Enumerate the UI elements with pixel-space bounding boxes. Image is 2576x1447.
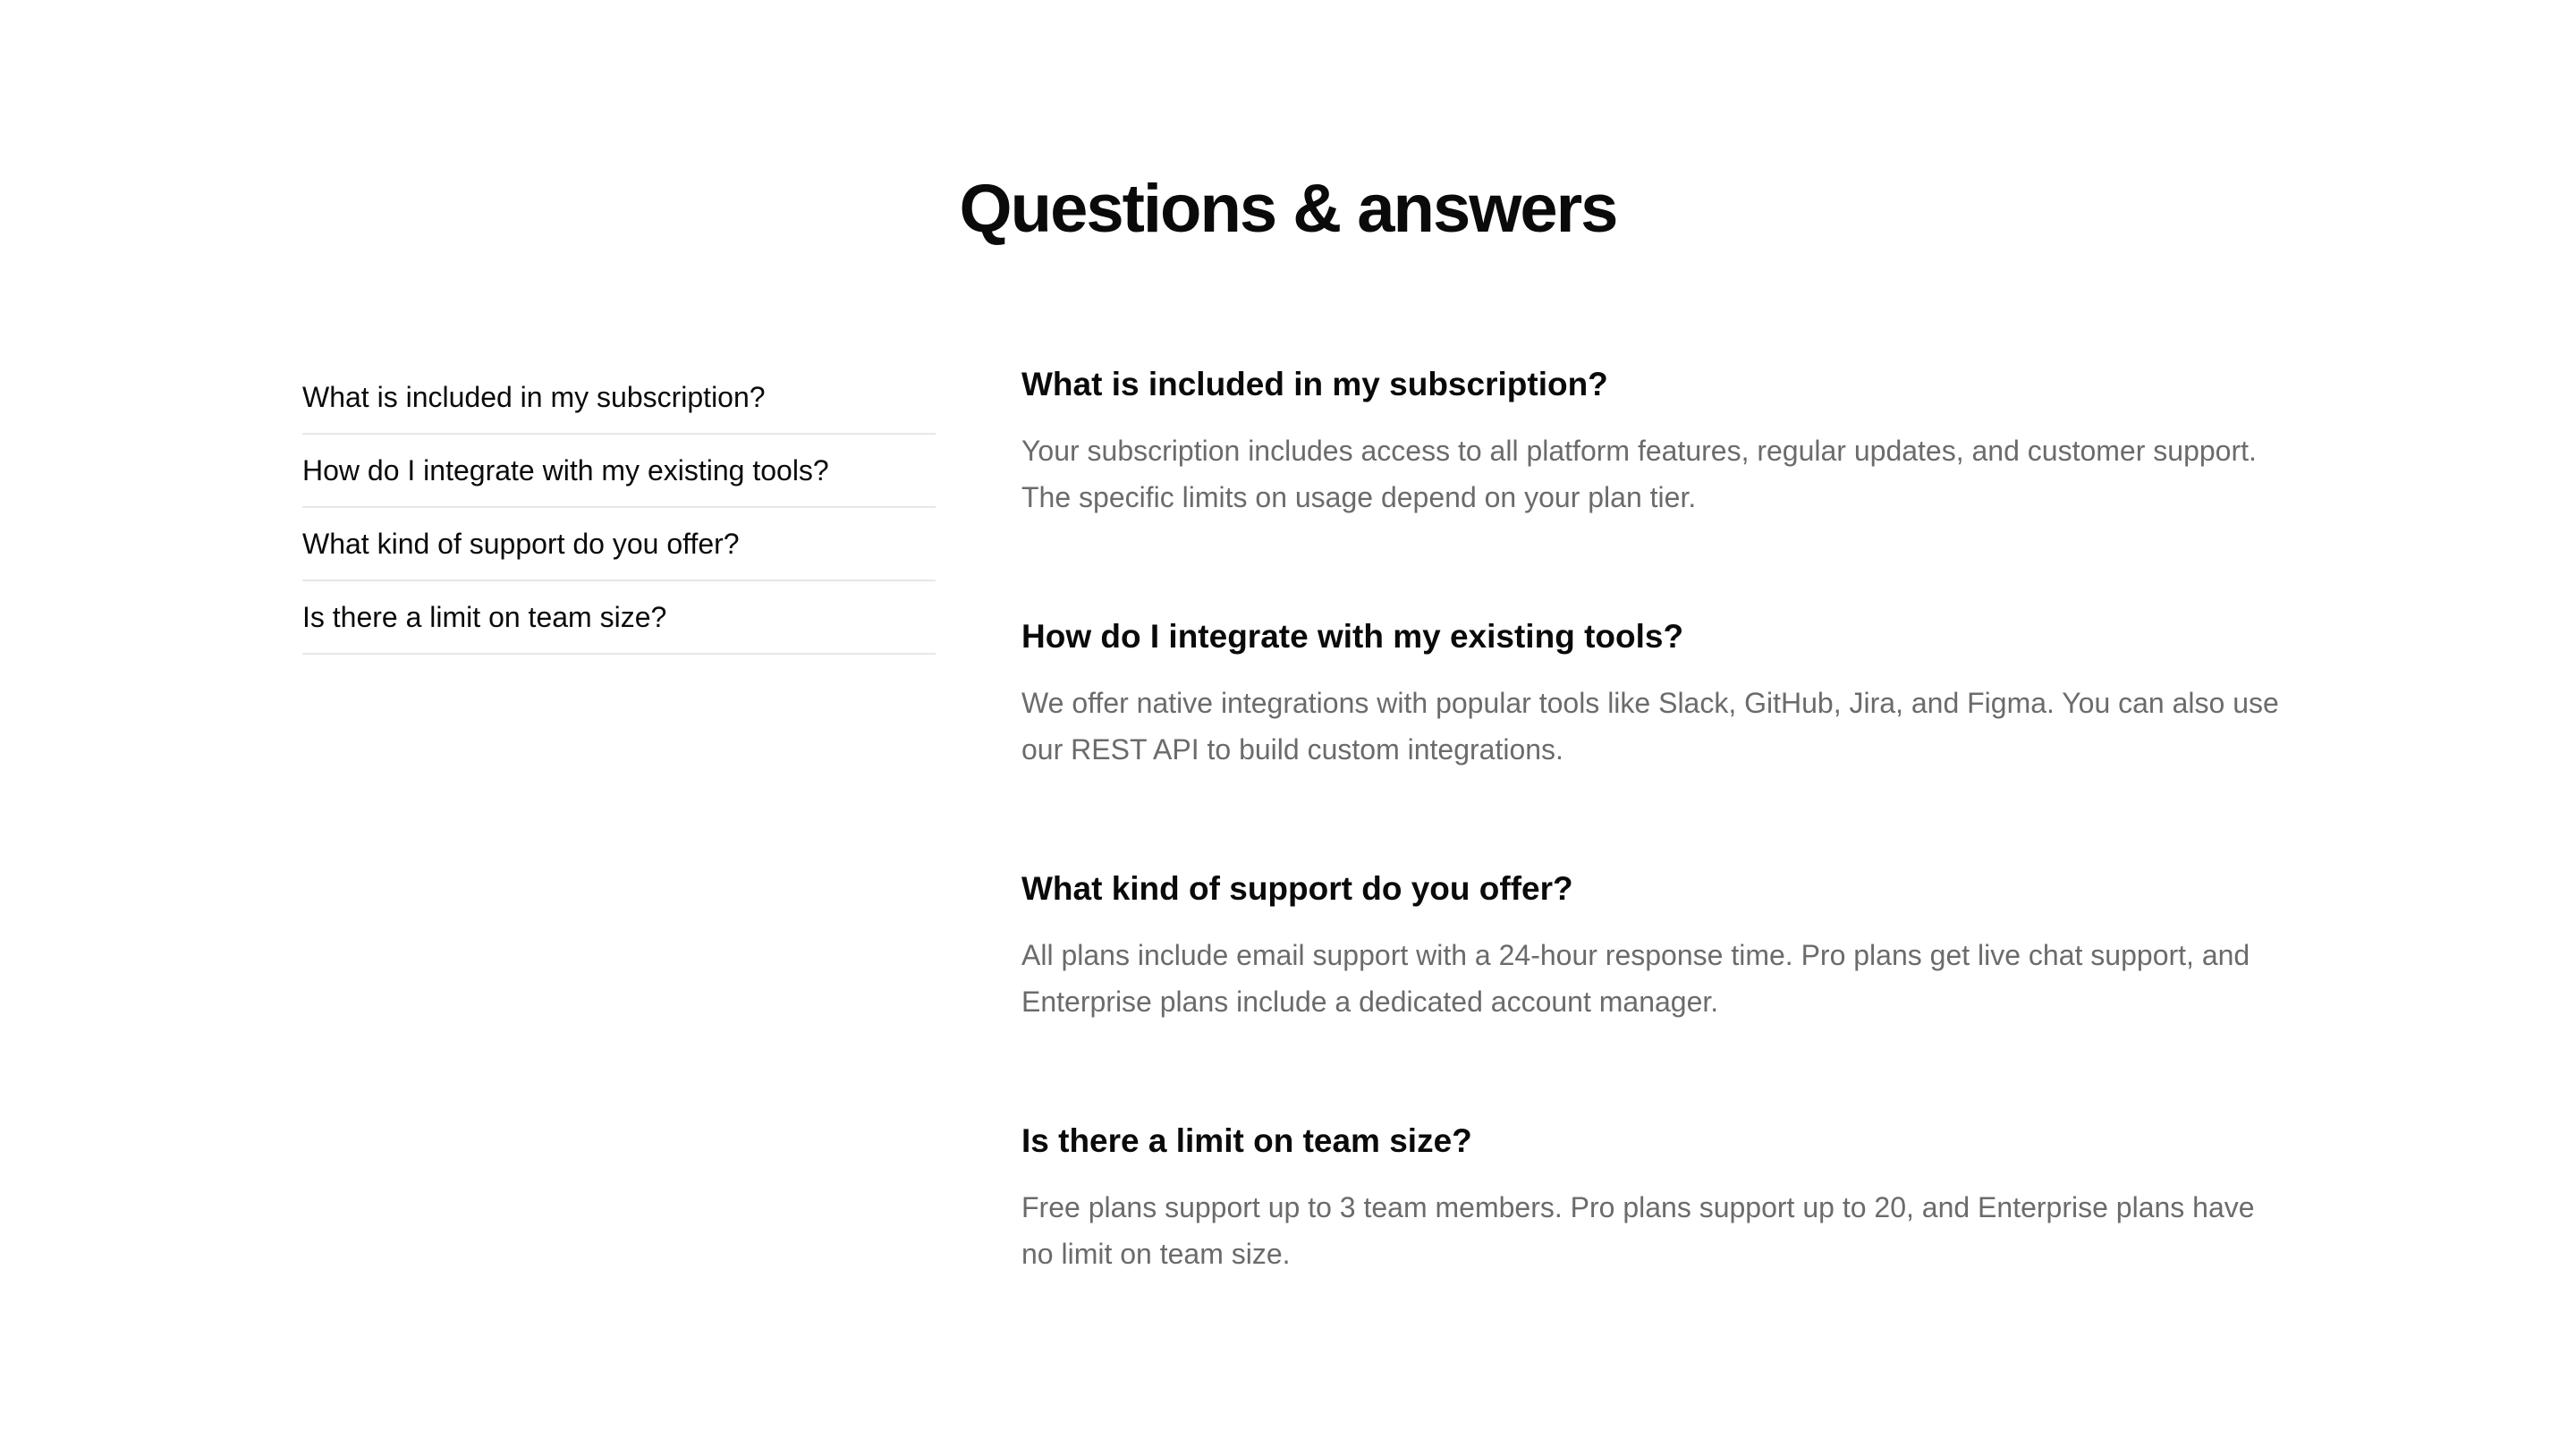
toc-item-team-size[interactable]: Is there a limit on team size? <box>302 581 936 655</box>
faq-question: What is included in my subscription? <box>1021 366 1608 402</box>
faq-item-subscription <box>1021 358 2292 610</box>
faq-answer: Free plans support up to 3 team members. Pro plans support up to 20, and Enterprise plans have no limit on team size. <box>1021 1191 2255 1270</box>
faq-item-support <box>1021 862 2292 1114</box>
faq-table-of-contents <box>302 361 936 655</box>
toc-item-support[interactable]: What kind of support do you offer? <box>302 508 936 581</box>
faq-item-team-size <box>1021 1114 2292 1367</box>
toc-item-subscription[interactable]: What is included in my subscription? <box>302 361 936 435</box>
faq-answer: Your subscription includes access to all platform features, regular updates, and customer support. The specific limits on usage depend on your plan tier. <box>1021 435 2257 513</box>
faq-answers <box>1021 358 2292 1367</box>
faq-question: What kind of support do you offer? <box>1021 870 1573 907</box>
faq-answer: We offer native integrations with popular tools like Slack, GitHub, Jira, and Figma. You can also use our REST API to build custom integrations. <box>1021 687 2279 766</box>
faq-answer: All plans include email support with a 24-hour response time. Pro plans get live chat support, and Enterprise plans include a dedicated account manager. <box>1021 939 2250 1018</box>
faq-question: How do I integrate with my existing tools? <box>1021 618 1684 655</box>
faq-question: Is there a limit on team size? <box>1021 1122 1472 1159</box>
page-title: Questions & answers <box>959 171 1617 247</box>
toc-item-integrations[interactable]: How do I integrate with my existing tools? <box>302 435 936 508</box>
faq-item-integrations <box>1021 610 2292 862</box>
